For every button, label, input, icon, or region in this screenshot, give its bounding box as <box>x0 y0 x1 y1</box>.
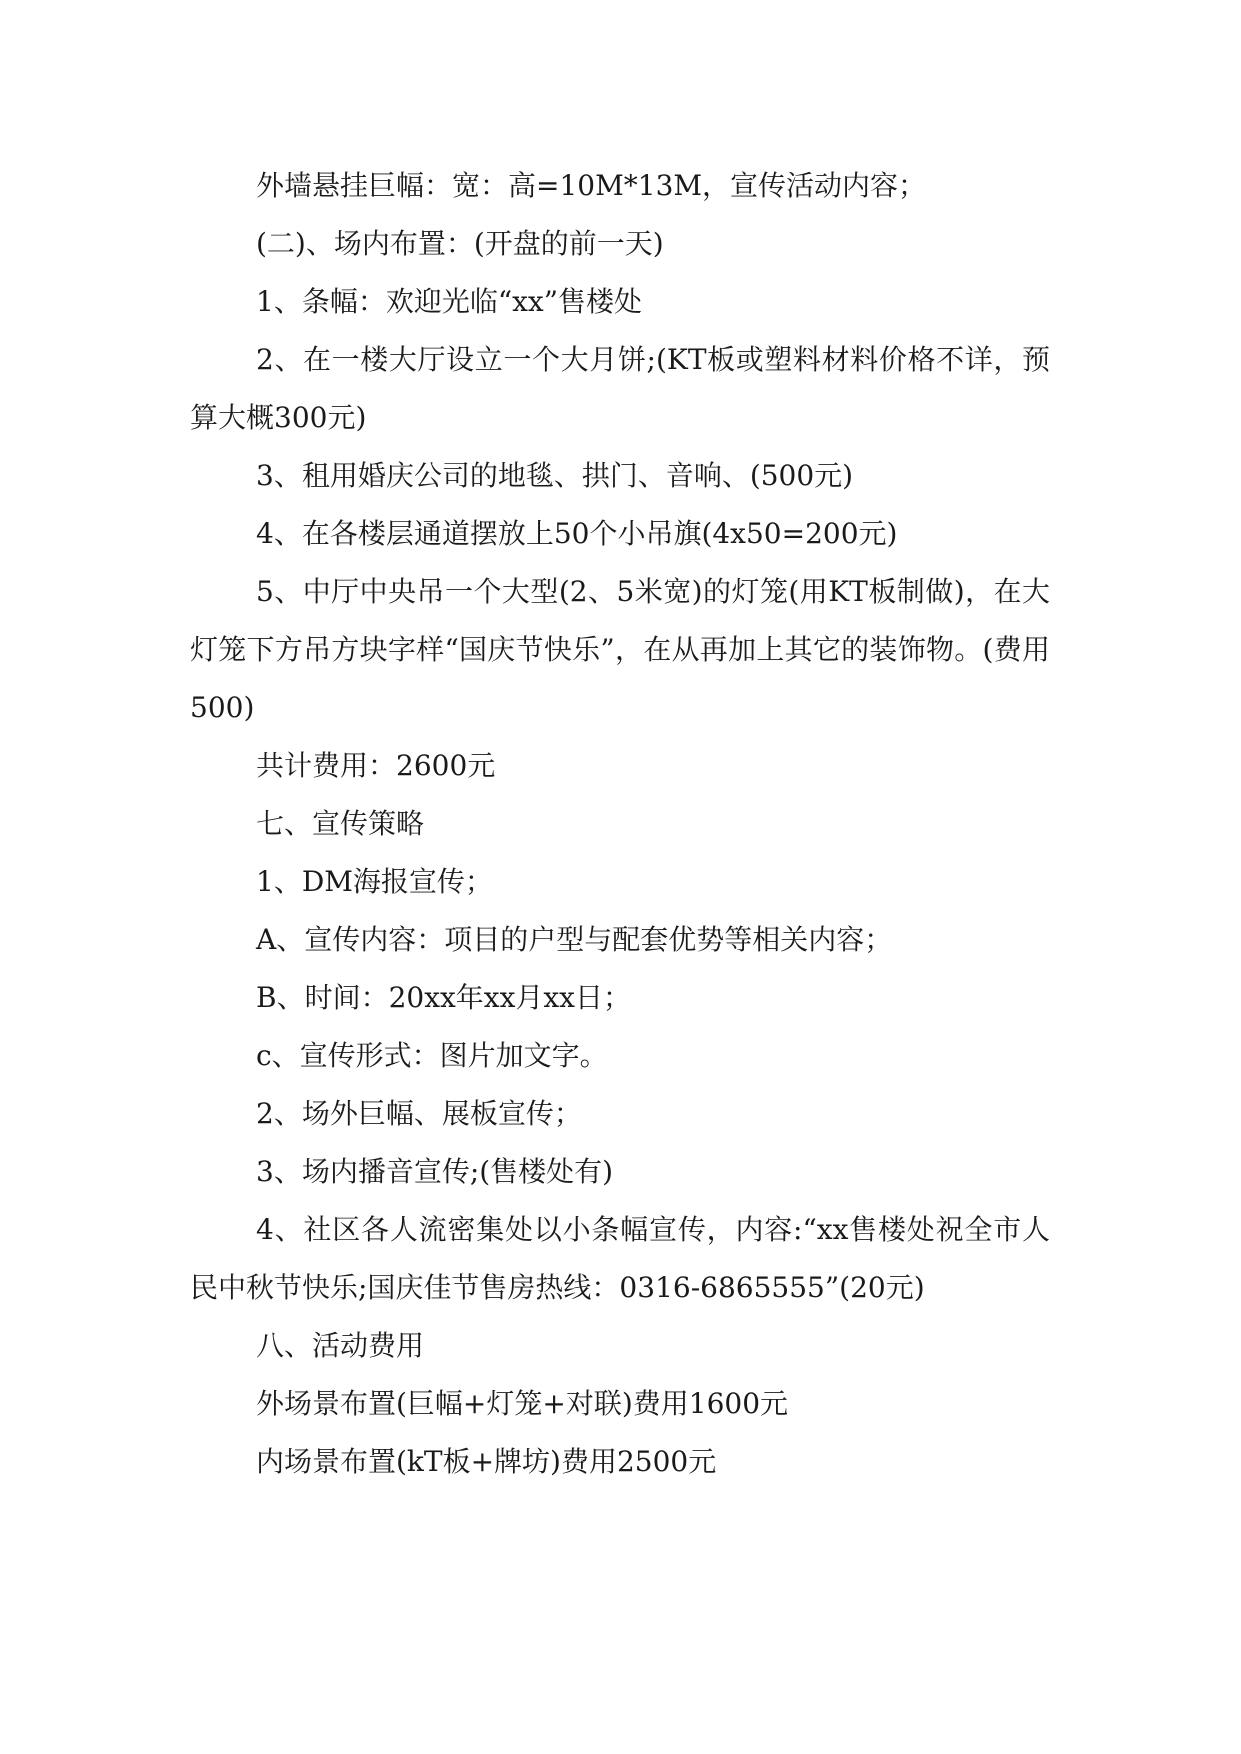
paragraph-indoor-layout-heading: (二)、场内布置：(开盘的前一天) <box>256 227 664 260</box>
paragraph-indoor-cost: 内场景布置(kT板+牌坊)费用2500元 <box>256 1445 717 1478</box>
paragraph-promotion-time: B、时间：20xx年xx月xx日； <box>256 981 631 1014</box>
paragraph-community-banners: 4、社区各人流密集处以小条幅宣传，内容:“xx售楼处祝全市人民中秋节快乐;国庆佳节售房热线：0316-6865555”(20元) <box>190 1213 1050 1304</box>
section-heading-activity-cost: 八、活动费用 <box>256 1329 425 1362</box>
paragraph-indoor-broadcast: 3、场内播音宣传;(售楼处有) <box>256 1155 614 1188</box>
paragraph-dm-poster: 1、DM海报宣传； <box>256 865 493 898</box>
paragraph-banner-welcome: 1、条幅：欢迎光临“xx”售楼处 <box>256 285 643 318</box>
paragraph-promotion-form: c、宣传形式：图片加文字。 <box>256 1039 608 1072</box>
paragraph-promotion-content: A、宣传内容：项目的户型与配套优势等相关内容； <box>256 923 893 956</box>
paragraph-hanging-flags: 4、在各楼层通道摆放上50个小吊旗(4x50=200元) <box>256 517 898 550</box>
paragraph-outdoor-cost: 外场景布置(巨幅+灯笼+对联)费用1600元 <box>256 1387 789 1420</box>
paragraph-outdoor-banner: 2、场外巨幅、展板宣传； <box>256 1097 582 1130</box>
paragraph-wedding-rental: 3、租用婚庆公司的地毯、拱门、音响、(500元) <box>256 459 854 492</box>
document-body <box>190 157 1050 1491</box>
paragraph-mooncake: 2、在一楼大厅设立一个大月饼;(KT板或塑料材料价格不详，预算大概300元) <box>190 343 1050 434</box>
paragraph-total-cost: 共计费用：2600元 <box>256 749 496 782</box>
paragraph-outer-wall-banner: 外墙悬挂巨幅：宽：高=10M*13M，宣传活动内容； <box>256 169 927 202</box>
section-heading-promotion-strategy: 七、宣传策略 <box>256 807 425 840</box>
paragraph-lantern: 5、中厅中央吊一个大型(2、5米宽)的灯笼(用KT板制做)，在大灯笼下方吊方块字样“国庆节快乐”，在从再加上其它的装饰物。(费用500) <box>190 575 1050 724</box>
